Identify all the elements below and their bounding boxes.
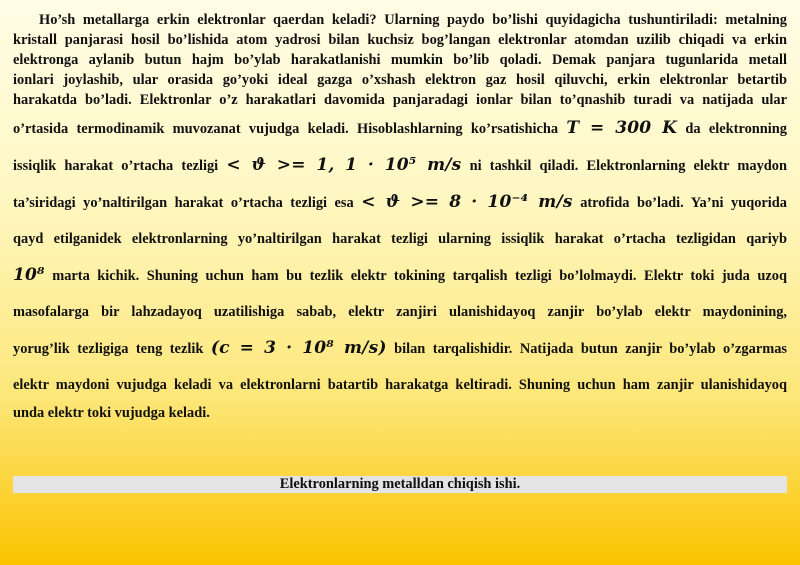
formula-ratio: 10⁸ <box>13 265 45 285</box>
text-span: marta kichik. Shuning uchun ham bu tezlik elektr tokining tarqalish tezligi bo’lolmaydi. Elektr toki juda uzoq <box>52 268 787 284</box>
formula-drift-velocity: < ϑ >= 8 · 10⁻⁴ m/s <box>361 192 573 212</box>
paragraph-line: unda elektr toki vujudga keladi. <box>13 405 210 421</box>
body-paragraph <box>13 10 787 423</box>
paragraph-line-with-formula <box>13 257 787 294</box>
text-span: ta’siridagi yo’naltirilgan harakat o’rtacha tezligi esa <box>13 195 354 211</box>
paragraph-line: harakatda bo’ladi. Elektronlar o’z harakatlari davomida panjaradagi ionlar bilan to’qnashib turadi va natijada ular <box>13 92 787 108</box>
formula-temperature: T = 300 K <box>566 118 678 138</box>
section-heading: Elektronlarning metalldan chiqish ishi. <box>13 476 787 493</box>
paragraph-line: elektronga aylanib butun hajm bo’ylab harakatlanishi mumkin bo’lib qoladi. Demak panjara tugunlarida metall <box>13 52 787 68</box>
paragraph-line-with-formula <box>13 330 787 367</box>
formula-thermal-velocity: < ϑ >= 1, 1 · 10⁵ m/s <box>226 155 462 175</box>
text-span: o’rtasida termodinamik muvozanat vujudga keladi. Hisoblashlarning ko’rsatishicha <box>13 121 559 137</box>
text-span: bilan tarqalishidir. Natijada butun zanjir bo’ylab o’zgarmas <box>394 341 787 357</box>
paragraph-line-with-formula <box>13 110 787 147</box>
paragraph-line: elektr maydoni vujudga keladi va elektronlarni batartib harakatga keltiradi. Shuning uchun ham zanjir ulanishidayoq <box>13 377 787 393</box>
paragraph-line: ionlari joylashib, ular orasida go’yoki ideal gazga o’xshash elektron gaz hosil qiluvchi, erkin elektronlar betartib <box>13 72 787 88</box>
paragraph-line: kristall panjarasi hosil bo’lishida atom yadrosi bilan kuchsiz bog’langan elektronlar atomdan uzilib chiqadi va erkin <box>13 32 787 48</box>
text-span: ni tashkil qiladi. Elektronlarning elektr maydon <box>469 158 787 174</box>
text-span: issiqlik harakat o’rtacha tezligi <box>13 158 219 174</box>
paragraph-line-with-formula <box>13 184 787 221</box>
formula-light-speed: (c = 3 · 10⁸ m/s) <box>210 338 387 358</box>
paragraph-line: qayd etilganidek elektronlarning yo’naltirilgan harakat tezligi ularning issiqlik harakat o’rtacha tezligidan qariyb <box>13 231 787 247</box>
paragraph-line: masofalarga bir lahzadayoq uzatilishiga sabab, elektr zanjiri ulanishidayoq zanjir bo’ylab elektr maydonining, <box>13 304 787 320</box>
text-span: da elektronning <box>685 121 787 137</box>
text-span: atrofida bo’ladi. Ya’ni yuqorida <box>580 195 787 211</box>
paragraph-line: Ho’sh metallarga erkin elektronlar qaerdan keladi? Ularning paydo bo’lishi quyidagicha tushuntiriladi: metalning <box>39 12 787 28</box>
text-span: yorug’lik tezligiga teng tezlik <box>13 341 204 357</box>
paragraph-line-with-formula <box>13 147 787 184</box>
